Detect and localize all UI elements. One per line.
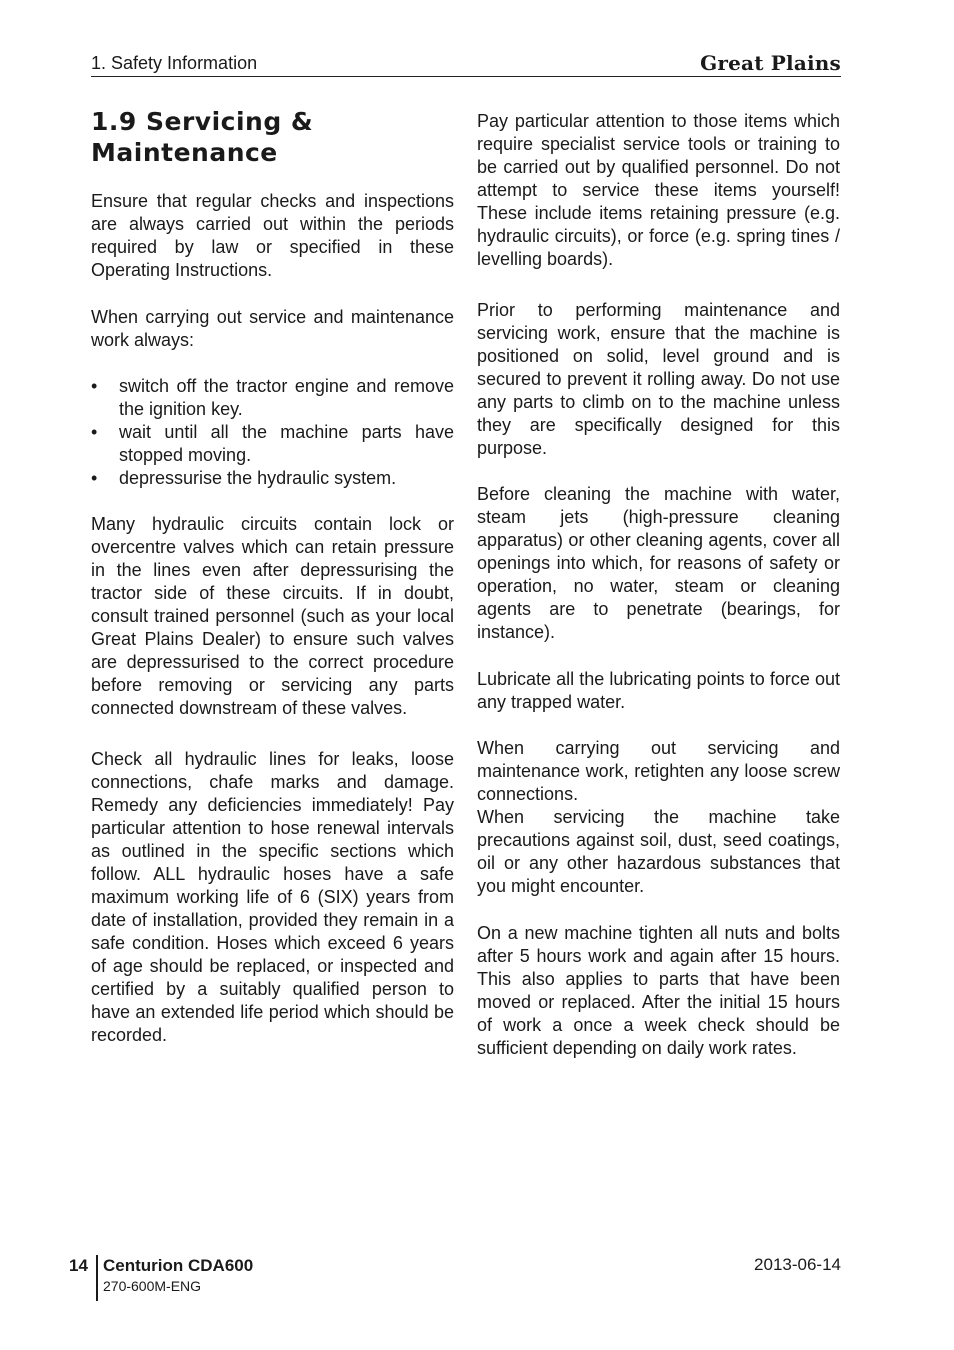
paragraph-cleaning: Before cleaning the machine with water, steam jets (high-pressure cleaning apparatus) or other cleaning agents, cover all openings into which, for reasons of safety or operation, no water, steam or cleaning agents are to penetrate (bearings, for instance). bbox=[477, 484, 840, 642]
paragraph-work-always: When carrying out service and maintenance work always: bbox=[91, 307, 454, 350]
list-item bbox=[91, 375, 454, 421]
section-title: 1.9 Servicing & Maintenance bbox=[91, 107, 314, 167]
list-item bbox=[91, 467, 454, 490]
page-header bbox=[91, 50, 841, 77]
bullet-icon: • bbox=[91, 376, 98, 396]
paragraph-regular-checks: Ensure that regular checks and inspections are always carried out within the periods required by law or specified in these Operating Instructions. bbox=[91, 191, 454, 280]
bullet-list bbox=[91, 375, 454, 490]
bullet-icon: • bbox=[91, 422, 98, 442]
paragraph-new-machine: On a new machine tighten all nuts and bolts after 5 hours work and again after 15 hours. This also applies to parts that have been moved or replaced. After the initial 15 hours of work a once a week check should be sufficient depending on daily work rates. bbox=[477, 923, 840, 1058]
page-number: 14 bbox=[69, 1256, 88, 1275]
list-item bbox=[91, 421, 454, 467]
paragraph-hydraulic-lines: Check all hydraulic lines for leaks, loose connections, chafe marks and damage. Remedy any deficiencies immediately! Pay particular attention to hose renewal intervals as outlined in the specific sections which follow. ALL hydraulic hoses have a safe maximum working life of 6 (SIX) years from date of installation, provided they remain in a safe condition. Hoses which exceed 6 years of age should be replaced, or inspected and certified by a suitably qualified person to have an extended life period which should be recorded. bbox=[91, 749, 454, 1045]
paragraph-retighten: When carrying out servicing and maintenance work, retighten any loose screw connections. bbox=[477, 738, 840, 804]
paragraph-specialist-tools: Pay particular attention to those items which require specialist service tools or training to be carried out by qualified personnel. Do not attempt to service these items yourself! These include items retaining pressure (e.g. hydraulic circuits), or force (e.g. spring tines / levelling boards). bbox=[477, 111, 840, 269]
paragraph-precautions: When servicing the machine take precautions against soil, dust, seed coatings, oil or any other hazardous substances that you might encounter. bbox=[477, 807, 840, 896]
paragraph-hydraulic-circuits: Many hydraulic circuits contain lock or overcentre valves which can retain pressure in the lines even after depressurising the tractor side of these circuits. If in doubt, consult trained personnel (such as your local Great Plains Dealer) to ensure such valves are depressurised to the correct procedure before removing or servicing any parts connected downstream of these valves. bbox=[91, 514, 454, 718]
list-item-text: switch off the tractor engine and remove the ignition key. bbox=[119, 376, 454, 419]
list-item-text: depressurise the hydraulic system. bbox=[119, 468, 397, 488]
list-item-text: wait until all the machine parts have stopped moving. bbox=[119, 422, 454, 465]
header-section-label: 1. Safety Information bbox=[91, 53, 258, 73]
document-code: 270-600M-ENG bbox=[103, 1278, 202, 1294]
paragraph-lubricate: Lubricate all the lubricating points to force out any trapped water. bbox=[477, 669, 840, 712]
paragraph-positioning: Prior to performing maintenance and servicing work, ensure that the machine is positioned on solid, level ground and is secured to prevent it rolling away. Do not use any parts to climb on to the machine unless they are specifically designed for this purpose. bbox=[477, 300, 840, 458]
footer-divider bbox=[96, 1255, 98, 1301]
document-date: 2013-06-14 bbox=[754, 1255, 841, 1274]
brand-logo: Great Plains bbox=[700, 51, 841, 75]
bullet-icon: • bbox=[91, 468, 98, 488]
product-name: Centurion CDA600 bbox=[103, 1256, 254, 1275]
